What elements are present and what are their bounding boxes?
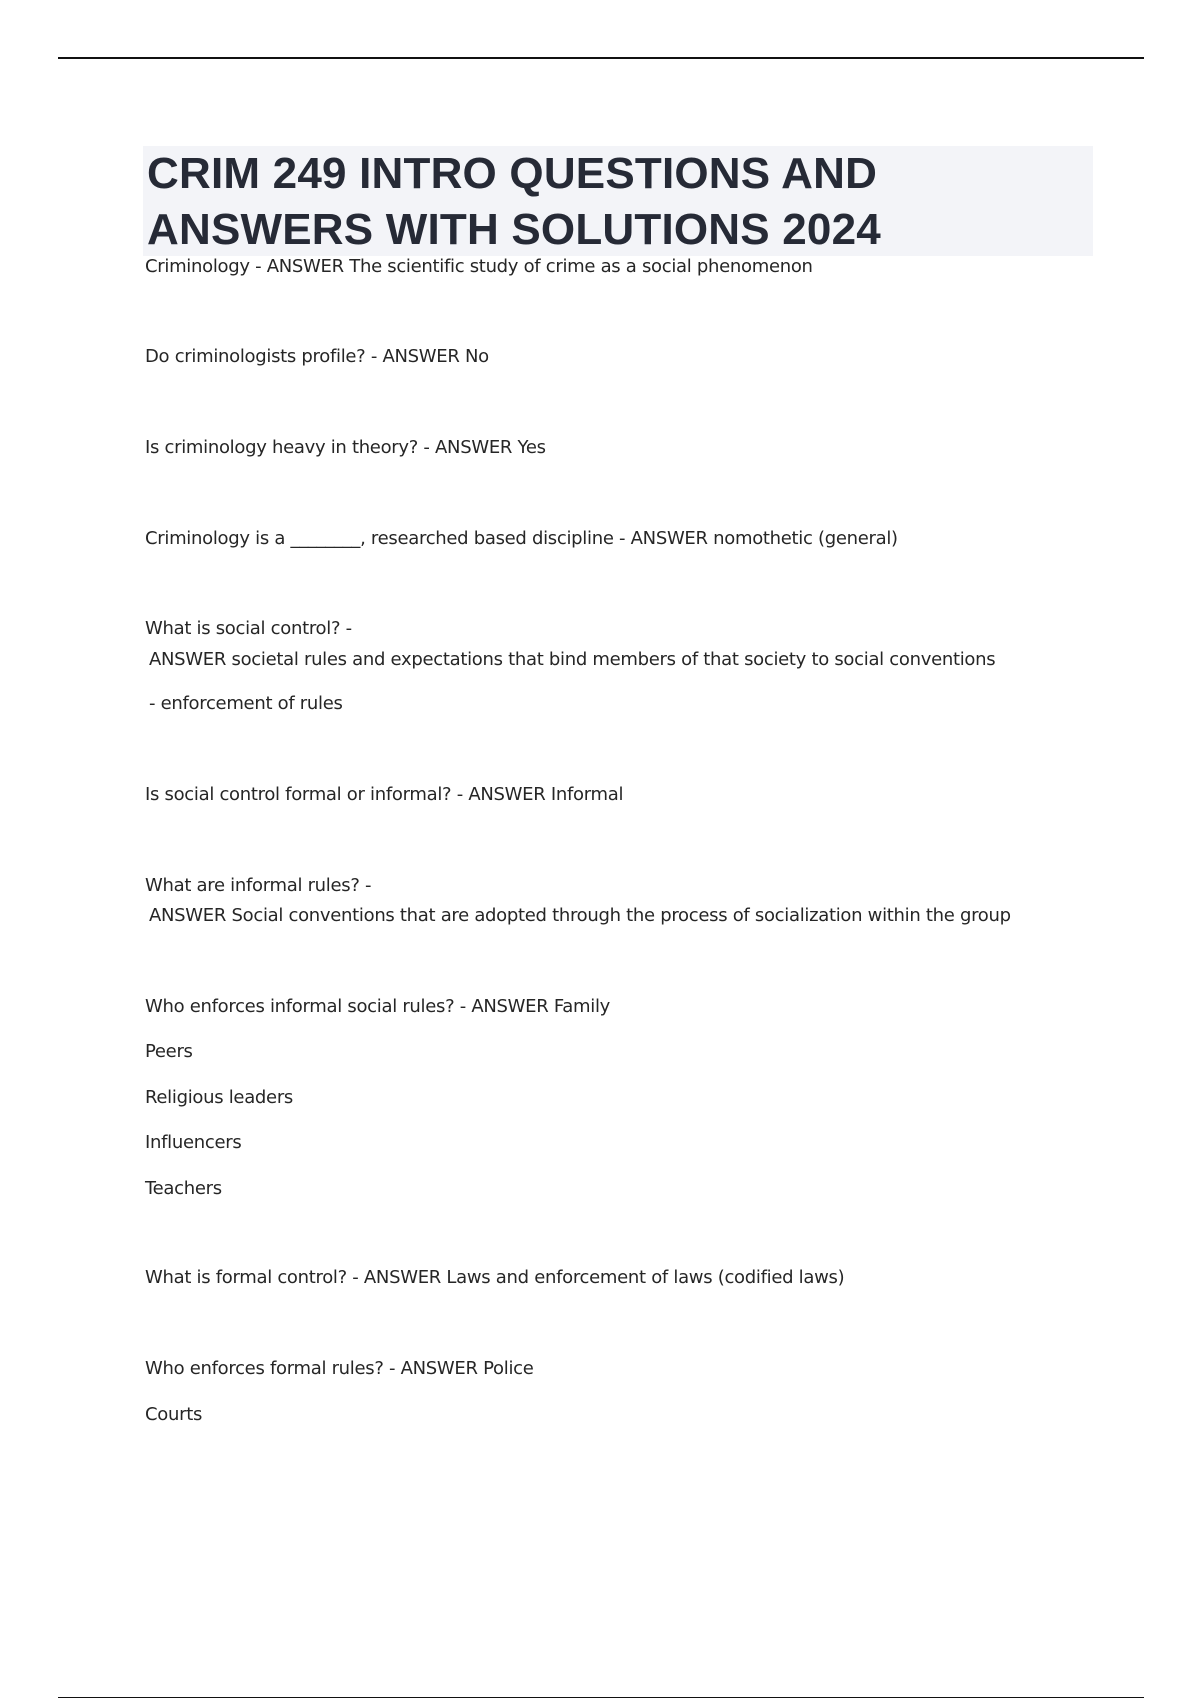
qa-answer-item: Courts	[145, 1404, 203, 1425]
document-title-line-1: CRIM 249 INTRO QUESTIONS AND	[147, 149, 878, 198]
qa-answer-item: Religious leaders	[145, 1087, 294, 1108]
document-title-line-2: ANSWERS WITH SOLUTIONS 2024	[147, 205, 881, 254]
qa-entry: Is social control formal or informal? - ANSWER Informal	[145, 784, 624, 805]
qa-entry: Do criminologists profile? - ANSWER No	[145, 346, 489, 367]
qa-answer: ANSWER societal rules and expectations that bind members of that society to social conventions	[149, 649, 996, 670]
qa-entry: What is formal control? - ANSWER Laws and enforcement of laws (codified laws)	[145, 1267, 845, 1288]
bottom-divider	[58, 1697, 1144, 1698]
qa-entry: Who enforces formal rules? - ANSWER Police	[145, 1358, 534, 1379]
top-divider	[58, 57, 1144, 59]
qa-entry: Criminology is a ________, researched based discipline - ANSWER nomothetic (general)	[145, 528, 898, 549]
qa-entry: Criminology - ANSWER The scientific study of crime as a social phenomenon	[145, 256, 813, 277]
qa-entry: Is criminology heavy in theory? - ANSWER Yes	[145, 437, 546, 458]
qa-answer-item: - enforcement of rules	[149, 693, 343, 714]
qa-answer-item: Influencers	[145, 1132, 242, 1153]
qa-answer-item: Peers	[145, 1041, 193, 1062]
qa-answer-item: Teachers	[145, 1178, 222, 1199]
qa-entry: What are informal rules? -	[145, 875, 372, 896]
qa-answer: ANSWER Social conventions that are adopted through the process of socialization within the group	[149, 905, 1011, 926]
title-block	[143, 146, 1093, 256]
qa-entry: Who enforces informal social rules? - ANSWER Family	[145, 996, 610, 1017]
qa-entry: What is social control? -	[145, 618, 352, 639]
